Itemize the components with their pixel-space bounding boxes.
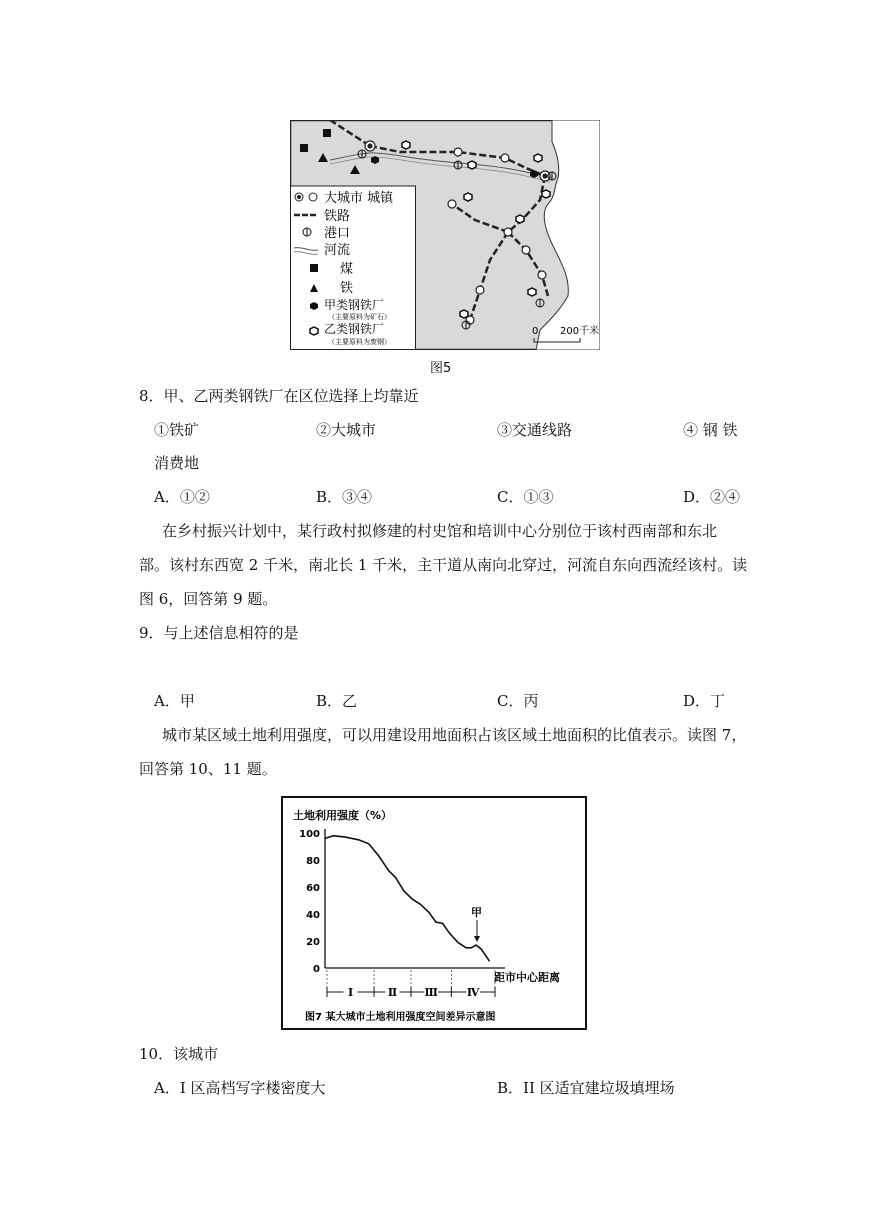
scale-label: 200千米 bbox=[560, 326, 600, 337]
q8-choice-d: D．②④ bbox=[683, 488, 741, 506]
figure7-xlabel: 距市中心距离 bbox=[494, 971, 560, 984]
q8-option-2: ②大城市 bbox=[316, 421, 377, 439]
figure7-marker-label: 甲 bbox=[471, 906, 482, 919]
legend-type-b-note: （主要原料为废钢） bbox=[328, 338, 391, 346]
legend-iron: 铁 bbox=[340, 281, 354, 296]
q8-choice-c: C．①③ bbox=[497, 488, 554, 506]
figure7-ylabel: 土地利用强度（%） bbox=[293, 809, 393, 822]
q8-option-1: ①铁矿 bbox=[154, 421, 200, 439]
figure7-ytick-label: 40 bbox=[306, 910, 320, 921]
figure7-caption: 图7 某大城市土地利用强度空间差异示意图 bbox=[305, 1012, 496, 1023]
q9-choice-d: D．丁 bbox=[683, 692, 726, 710]
q9-choice-b: B．乙 bbox=[316, 692, 358, 710]
legend-type-b: 乙类钢铁厂 bbox=[324, 322, 385, 336]
passage10-line2: 回答第 10、11 题。 bbox=[139, 760, 277, 778]
q8-option-3: ③交通线路 bbox=[497, 421, 573, 439]
q8-option-4: ④ 钢 铁 bbox=[683, 421, 738, 439]
q10-choice-a: A．I 区高档写字楼密度大 bbox=[154, 1079, 326, 1097]
figure7-ytick-label: 20 bbox=[306, 937, 320, 948]
figure7-ytick-label: 80 bbox=[306, 856, 320, 867]
figure5-map bbox=[290, 120, 600, 350]
q9-choice-c: C．丙 bbox=[497, 692, 539, 710]
legend-river: 河流 bbox=[324, 243, 351, 258]
passage9-line1: 在乡村振兴计划中，某行政村拟修建的村史馆和培训中心分别位于该村西南部和东北 bbox=[162, 522, 718, 540]
figure7-ytick-label: 60 bbox=[306, 883, 320, 894]
q10-stem: 10．该城市 bbox=[139, 1045, 219, 1063]
passage9-line2: 部。该村东西宽 2 千米，南北长 1 千米，主干道从南向北穿过，河流自东向西流经该村。读 bbox=[139, 556, 748, 574]
figure7-zone-label: Ⅰ bbox=[347, 986, 354, 999]
legend-port: 港口 bbox=[324, 226, 351, 241]
legend-city-town: 大城市 城镇 bbox=[324, 191, 394, 206]
figure7-zone-label: Ⅳ bbox=[466, 986, 480, 999]
figure7-zone-label: Ⅲ bbox=[424, 986, 438, 999]
q8-choice-b: B．③④ bbox=[316, 488, 373, 506]
q8-option-4-cont: 消费地 bbox=[154, 454, 200, 472]
legend-railway: 铁路 bbox=[324, 209, 351, 224]
q8-choice-a: A．①② bbox=[154, 488, 210, 506]
legend-type-a-note: （主要原料为矿石） bbox=[328, 313, 391, 321]
passage10-line1: 城市某区域土地利用强度，可以用建设用地面积占该区域土地面积的比值表示。读图 7， bbox=[162, 726, 747, 744]
figure7-ytick-label: 0 bbox=[313, 964, 320, 975]
passage9-line3: 图 6，回答第 9 题。 bbox=[139, 590, 278, 608]
figure7-zone-label: Ⅱ bbox=[387, 986, 398, 999]
legend-type-a: 甲类钢铁厂 bbox=[324, 298, 385, 312]
q10-choice-b: B．II 区适宜建垃圾填埋场 bbox=[497, 1079, 675, 1097]
q8-stem: 8．甲、乙两类钢铁厂在区位选择上均靠近 bbox=[139, 387, 419, 405]
figure7-ytick-label: 100 bbox=[299, 829, 320, 840]
q9-stem: 9．与上述信息相符的是 bbox=[139, 624, 299, 642]
figure5-caption: 图5 bbox=[430, 361, 452, 376]
figure7-chart bbox=[281, 796, 587, 1030]
scale-zero: 0 bbox=[532, 326, 539, 337]
legend-coal: 煤 bbox=[340, 262, 354, 277]
q9-choice-a: A．甲 bbox=[154, 692, 195, 710]
